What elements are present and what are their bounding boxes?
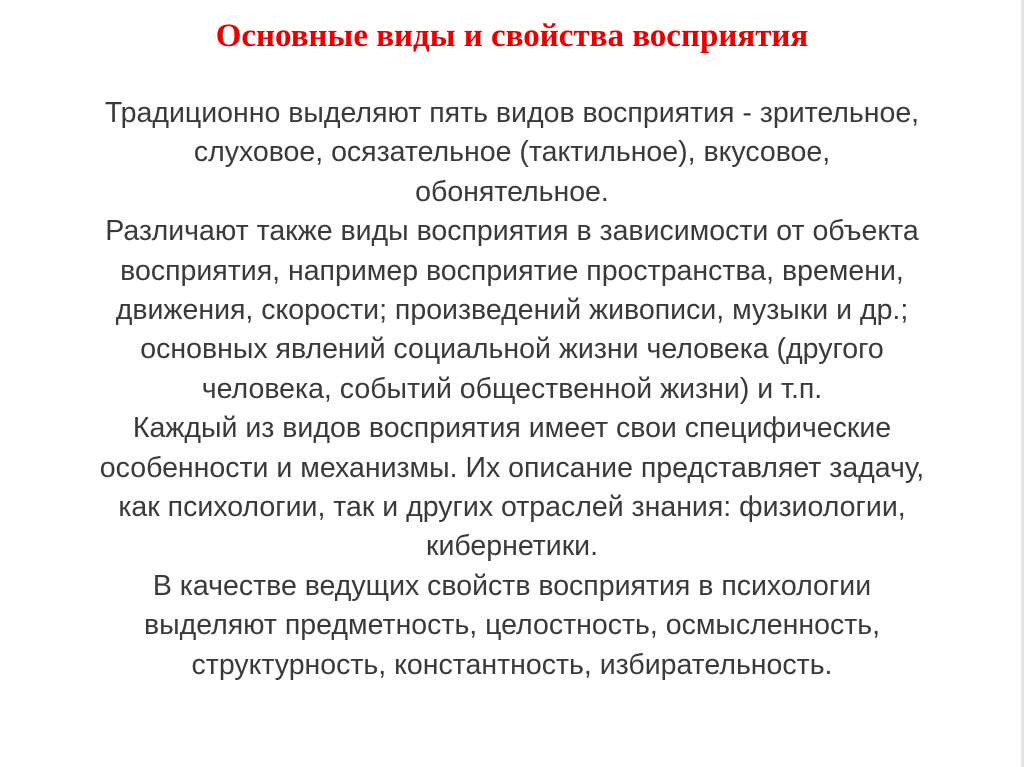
text-line: кибернетики. [425, 530, 599, 563]
text-line: структурность, константность, избирательность. [191, 648, 833, 681]
text-line: основных явлений социальной жизни человека (другого [140, 333, 884, 366]
text-line: Каждый из видов восприятия имеет свои специфические [132, 412, 892, 445]
slide-title: Основные виды и свойства восприятия [215, 18, 809, 54]
text-line: слуховое, осязательное (тактильное), вкусовое, [193, 136, 831, 169]
text-line: как психологии, так и других отраслей знания: физиологии, [118, 491, 906, 524]
text-line: Различают также виды восприятия в зависимости от объекта [105, 215, 919, 248]
text-line: В качестве ведущих свойств восприятия в психологии [152, 569, 872, 602]
text-line: Традиционно выделяют пять видов восприятия - зрительное, [104, 97, 920, 129]
text-line: движения, скорости; произведений живописи, музыки и др.; [115, 294, 909, 327]
slide-body-text [40, 94, 984, 685]
text-line: выделяют предметность, целостность, осмысленность, [143, 609, 881, 642]
text-line: человека, событий общественной жизни) и т.п. [201, 372, 823, 405]
text-line: обонятельное. [415, 175, 609, 208]
text-line: восприятия, например восприятие пространства, времени, [120, 254, 904, 287]
text-line: особенности и механизмы. Их описание представляет задачу, [99, 451, 925, 484]
